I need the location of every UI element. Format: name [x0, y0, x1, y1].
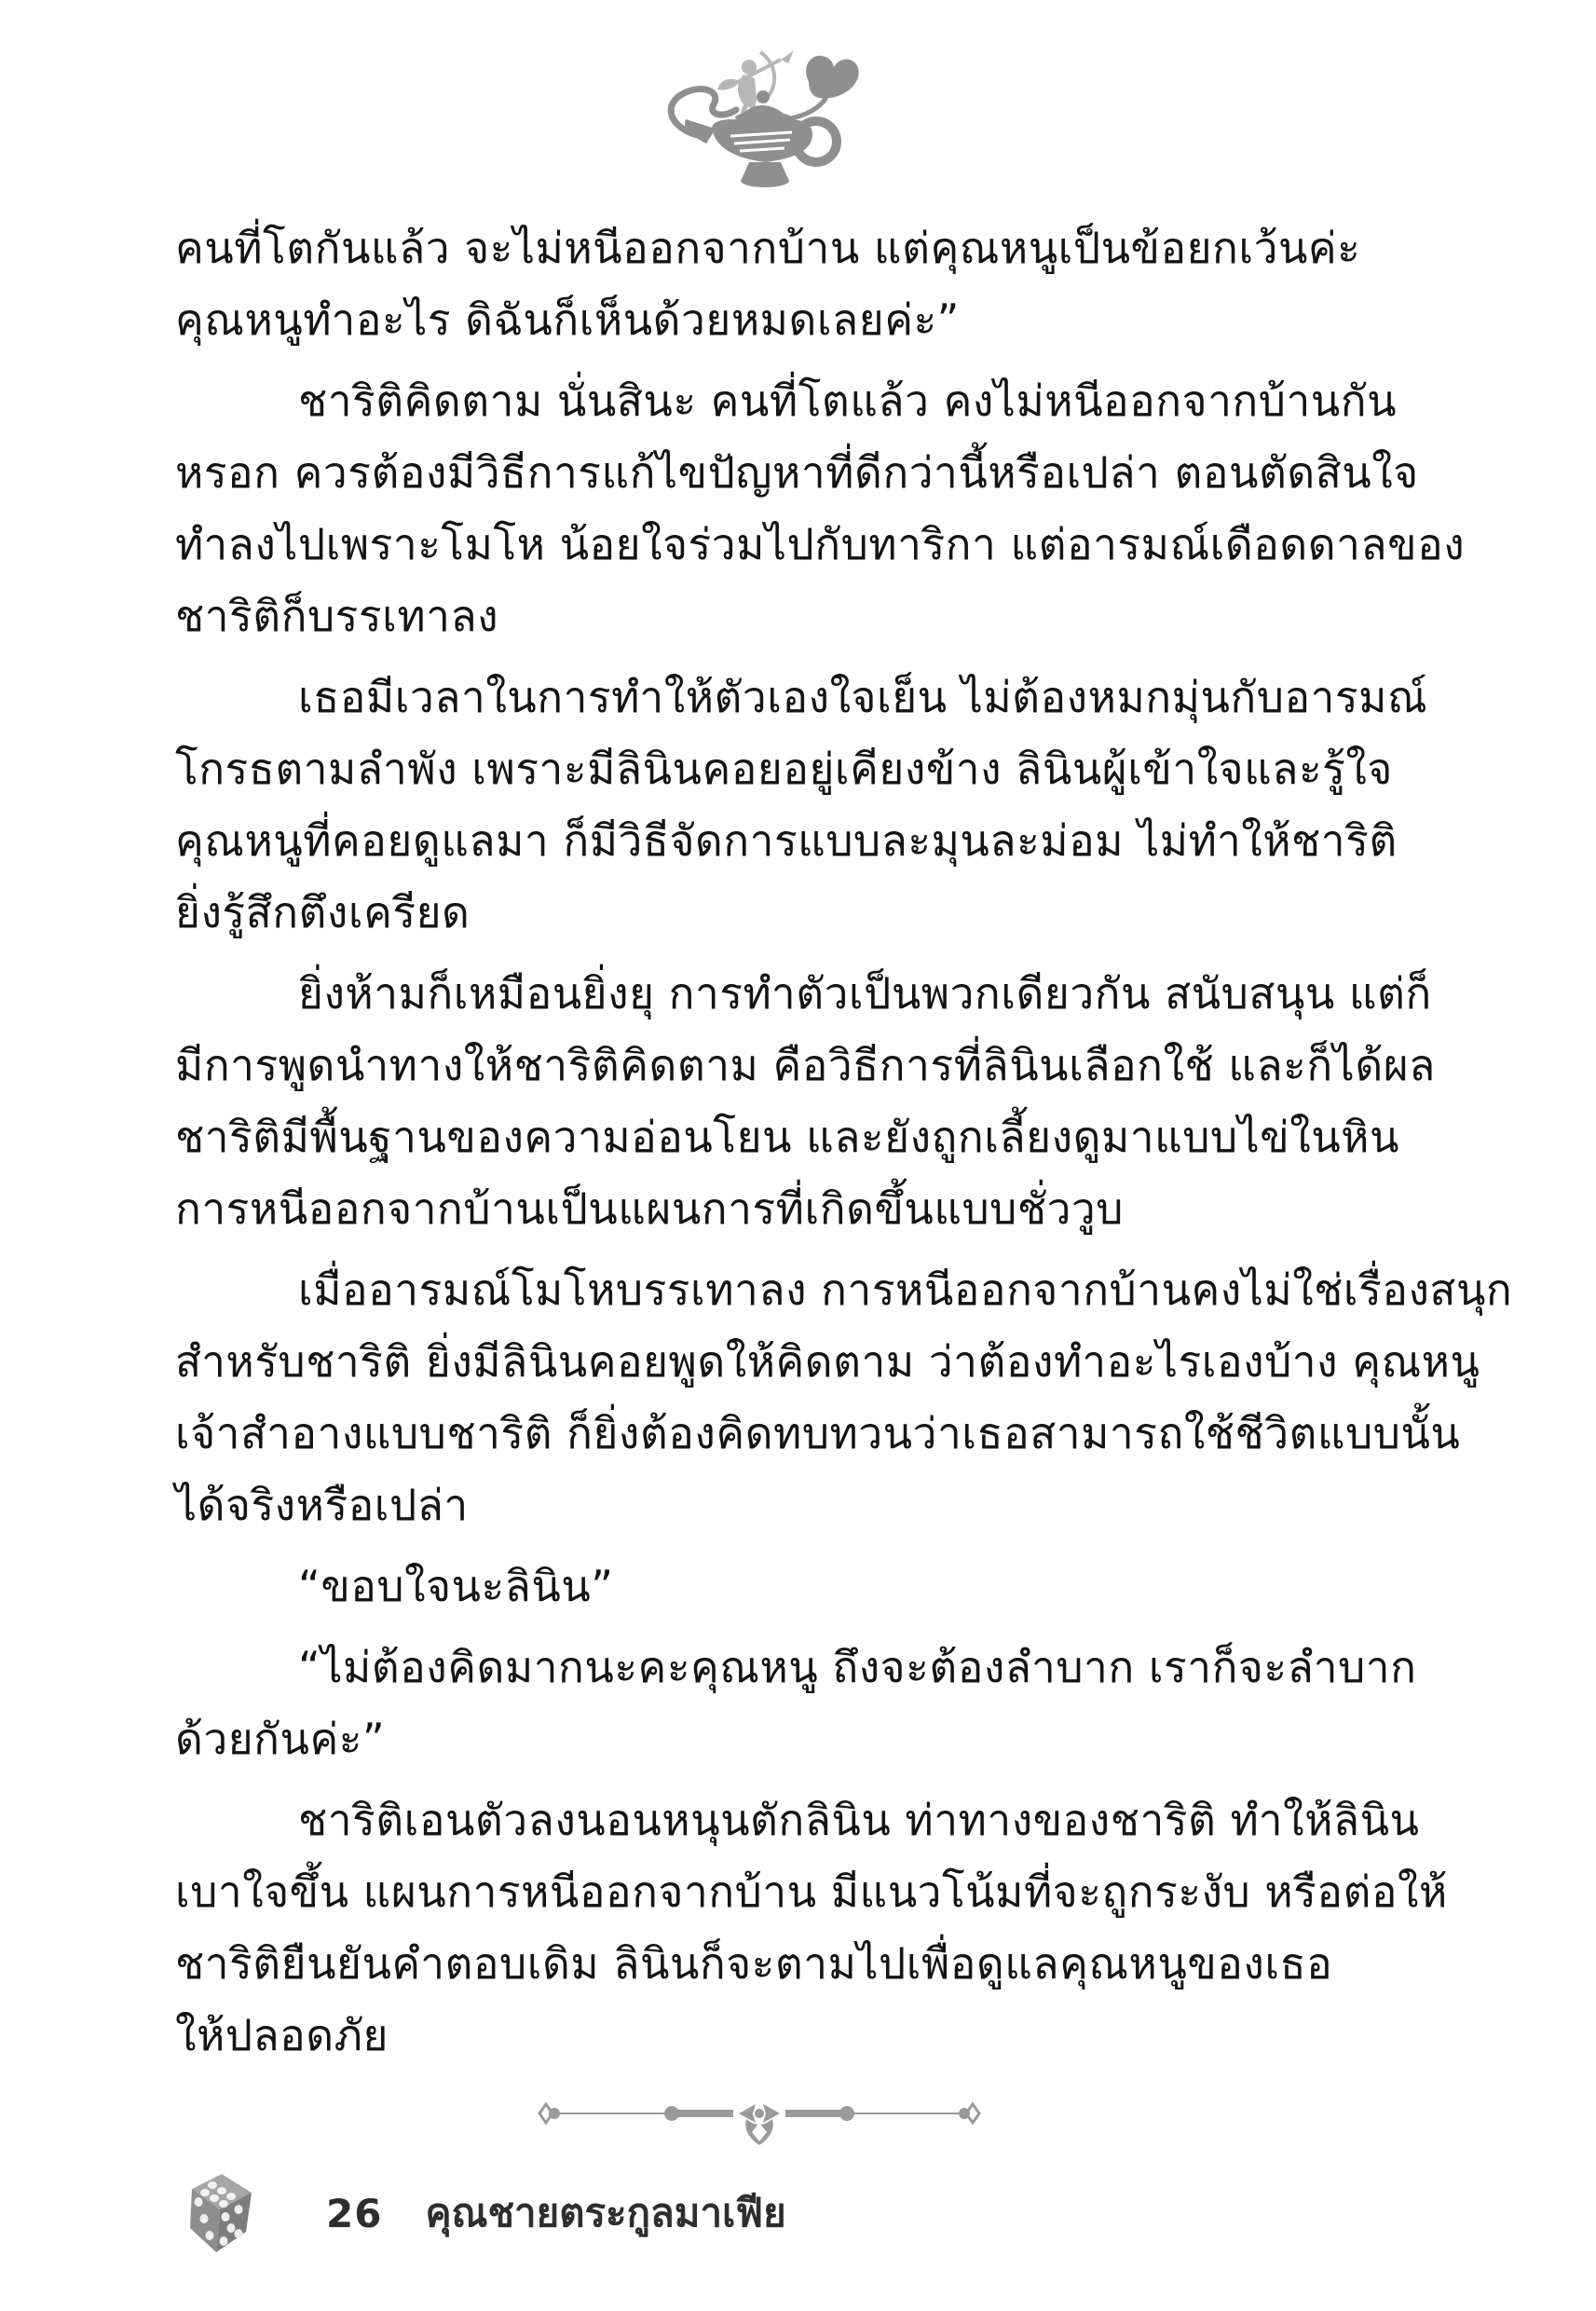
text-line: “ไม่ต้องคิดมากนะคะคุณหนู ถึงจะต้องลำบาก เราก็จะลำบาก — [298, 1642, 1417, 1692]
genie-lamp-cupid-ornament — [652, 39, 876, 198]
text-line: เมื่ออารมณ์โมโหบรรเทาลง การหนีออกจากบ้านคงไม่ใช่เรื่องสนุก — [298, 1265, 1513, 1315]
text-line: ชาริติคิดตาม นั่นสินะ คนที่โตแล้ว คงไม่หนีออกจากบ้านกัน — [298, 376, 1398, 426]
text-line: ชาริติเอนตัวลงนอนหนุนตักลินิน ท่าทางของชาริติ ทำให้ลินิน — [298, 1795, 1420, 1845]
body-text — [175, 212, 1513, 2072]
text-line: มีการพูดนำทางให้ชาริติคิดตาม คือวิธีการที่ลินินเลือกใช้ และก็ได้ผล — [175, 1040, 1436, 1090]
book-title: คุณชายตระกูลมาเฟีย — [425, 2190, 786, 2236]
page-number: 26 — [326, 2190, 383, 2236]
ornamental-rule-icon — [526, 2076, 992, 2151]
text-line: คุณหนูที่คอยดูแลมา ก็มีวิธีจัดการแบบละมุนละม่อม ไม่ทำให้ชาริติ — [175, 815, 1398, 866]
text-line: เธอมีเวลาในการทำให้ตัวเองใจเย็น ไม่ต้องหมกมุ่นกับอารมณ์ — [298, 672, 1428, 722]
text-line: ชาริติยืนยันคำตอบเดิม ลินินก็จะตามไปเพื่อดูแลคุณหนูของเธอ — [175, 1938, 1333, 1989]
text-line: “ขอบใจนะลินิน” — [298, 1561, 614, 1611]
genie-lamp-icon — [652, 39, 876, 198]
text-line: คนที่โตกันแล้ว จะไม่หนีออกจากบ้าน แต่คุณหนูเป็นข้อยกเว้นค่ะ — [175, 223, 1361, 273]
text-line: ยิ่งห้ามก็เหมือนยิ่งยุ การทำตัวเป็นพวกเดียวกัน สนับสนุน แต่ก็ — [298, 968, 1432, 1019]
text-line: คุณหนูทำอะไร ดิฉันก็เห็นด้วยหมดเลยค่ะ” — [175, 294, 961, 345]
text-line: เบาใจขึ้น แผนการหนีออกจากบ้าน มีแนวโน้มที่จะถูกระงับ หรือต่อให้ — [175, 1867, 1448, 1917]
text-line: ได้จริงหรือเปล่า — [175, 1480, 469, 1530]
text-line: ด้วยกันค่ะ” — [175, 1714, 386, 1764]
text-line: โกรธตามลำพัง เพราะมีลินินคอยอยู่เคียงข้าง ลินินผู้เข้าใจและรู้ใจ — [175, 744, 1393, 794]
text-line: เจ้าสำอางแบบชาริติ ก็ยิ่งต้องคิดทบทวนว่าเธอสามารถใช้ชีวิตแบบนั้น — [175, 1408, 1461, 1458]
page-footer — [184, 2171, 786, 2255]
text-line: ชาริติมีพื้นฐานของความอ่อนโยน และยังถูกเลี้ยงดูมาแบบไข่ในหิน — [175, 1112, 1399, 1162]
text-line: ยิ่งรู้สึกตึงเครียด — [175, 887, 471, 937]
text-line: ทำลงไปเพราะโมโห น้อยใจร่วมไปกับทาริกา แต่อารมณ์เดือดดาลของ — [175, 519, 1466, 569]
text-line: หรอก ควรต้องมีวิธีการแก้ไขปัญหาที่ดีกว่านี้หรือเปล่า ตอนตัดสินใจ — [175, 447, 1419, 498]
text-line: ชาริติก็บรรเทาลง — [175, 591, 499, 641]
text-line: การหนีออกจากบ้านเป็นแผนการที่เกิดขึ้นแบบชั่ววูบ — [175, 1183, 1124, 1234]
dice-icon — [184, 2172, 255, 2254]
text-line: สำหรับชาริติ ยิ่งมีลินินคอยพูดให้คิดตาม ว่าต้องทำอะไรเองบ้าง คุณหนู — [175, 1336, 1480, 1387]
text-line: ให้ปลอดภัย — [175, 2010, 389, 2060]
decorative-divider — [526, 2076, 992, 2151]
